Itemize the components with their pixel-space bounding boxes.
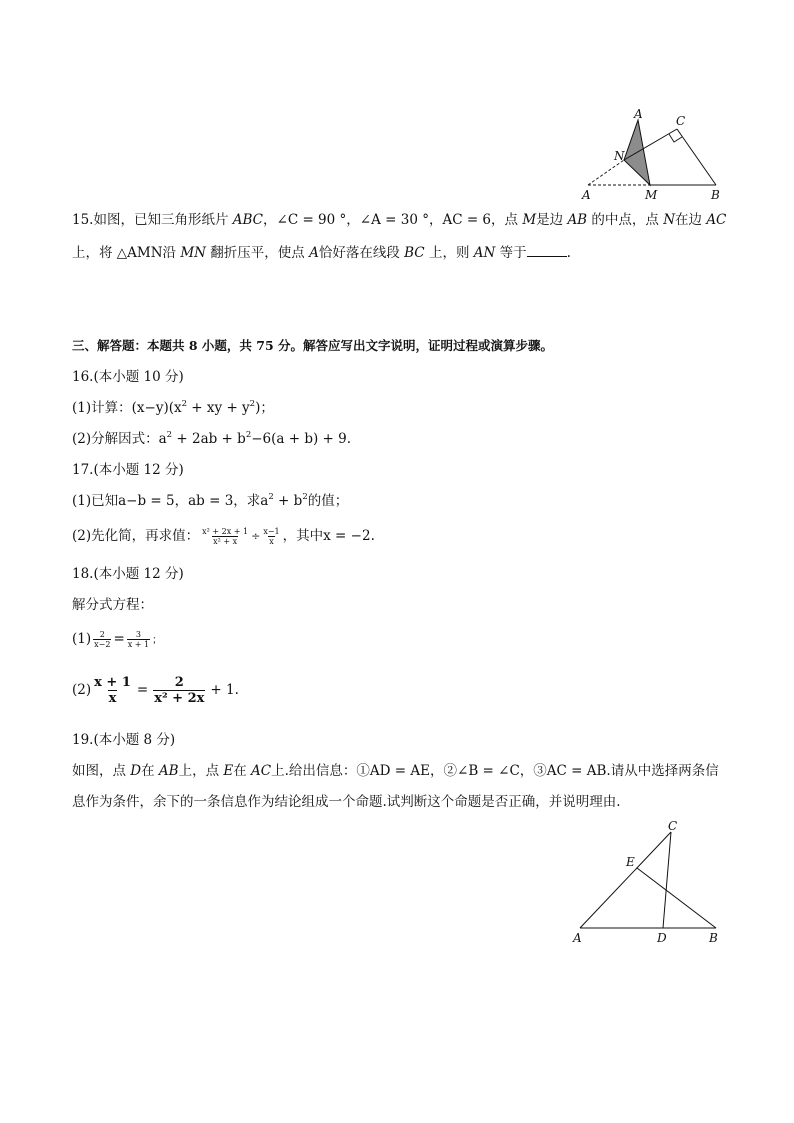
point-label-C: C	[676, 114, 686, 128]
point-label-C: C	[668, 819, 678, 833]
fraction	[93, 630, 111, 649]
point-label-B: B	[711, 188, 720, 202]
q15-text: .	[566, 245, 571, 261]
point-label-A: A	[573, 931, 582, 945]
q16-text: )；	[255, 400, 274, 416]
q19-var: E	[223, 763, 234, 779]
q15-var: ABC	[232, 212, 264, 228]
fraction-denominator: x	[108, 691, 117, 706]
q18-intro: 解分式方程：	[72, 597, 153, 613]
q16-text: + 2ab + b	[172, 431, 246, 447]
segment-CB	[677, 129, 716, 185]
section-3-title: 三、解答题：本题共 8 小题，共 75 分。解答应写出文字说明，证明过程或演算步骤。	[72, 338, 554, 353]
q19-var: AB	[158, 763, 179, 779]
fraction-denominator: x−2	[94, 640, 111, 649]
fraction	[201, 527, 249, 546]
q18-text: ；	[152, 635, 163, 646]
division-sign: ÷	[251, 530, 261, 543]
point-label-D: D	[657, 931, 667, 945]
q18-header: 18.(本小题 12 分)	[72, 566, 184, 582]
exponent: 2	[181, 399, 188, 409]
q16-header: 16.(本小题 10 分)	[72, 369, 184, 385]
q15-text: 的中点，点	[587, 212, 664, 228]
equals-sign: =	[136, 682, 149, 698]
fraction	[153, 675, 205, 706]
figure-q19-triangles	[568, 814, 728, 949]
fraction	[93, 675, 132, 706]
q19-text: 在	[141, 763, 159, 779]
fraction	[127, 630, 150, 649]
q17-text: (1)已知a−b = 5，ab = 3，求a	[72, 493, 269, 509]
q15-var: A	[309, 245, 319, 261]
q17-header: 17.(本小题 12 分)	[72, 462, 184, 478]
fraction	[262, 527, 280, 546]
point-label-E: E	[626, 855, 635, 869]
right-angle-mark	[669, 134, 682, 142]
q19-line-1	[72, 761, 719, 781]
q19-text: 在	[233, 763, 252, 779]
q19-text: 上.给出信息：①AD = AE，②∠B = ∠C，③AC = AB.请从中选择两条信	[271, 763, 719, 779]
q19-text: 如图，点	[72, 763, 131, 779]
q17-text: 的值；	[307, 493, 349, 509]
q16-part-2	[72, 429, 351, 449]
figure-q15-folded-triangle	[576, 104, 726, 204]
exponent: 2	[166, 430, 173, 440]
q15-var: M	[522, 212, 537, 228]
fraction-numerator: x² + 2x + 1	[202, 527, 249, 536]
fraction-numerator: x−1	[263, 527, 280, 536]
q17-part-1	[72, 491, 348, 511]
equals-sign: =	[113, 631, 125, 647]
segment-EB	[637, 868, 716, 928]
q18-text: (1)	[72, 631, 92, 647]
q17-text: + b	[273, 493, 303, 509]
q15-var: AB	[567, 212, 588, 228]
exponent: 2	[245, 430, 252, 440]
q15-text: 上，将 △AMN沿	[72, 245, 181, 261]
q19-var: D	[130, 763, 142, 779]
q19-header: 19.(本小题 8 分)	[72, 732, 176, 748]
q15-text: 是边	[536, 212, 568, 228]
q15-var: BC	[404, 245, 425, 261]
fraction-denominator: x	[269, 537, 274, 546]
fraction-numerator: 3	[135, 630, 141, 639]
q19-line-2: 息作为条件，余下的一条信息作为结论组成一个命题.试判断这个命题是否正确，并说明理由.	[72, 794, 621, 810]
exponent: 2	[249, 399, 256, 409]
q16-text: (2)分解因式：a	[72, 431, 167, 447]
q16-text: + xy + y	[187, 400, 250, 416]
fraction-numerator: x + 1	[94, 675, 131, 690]
q19-text: 上，点	[178, 763, 224, 779]
point-label-A-top: A	[634, 107, 643, 121]
answer-blank[interactable]	[527, 242, 567, 257]
point-label-N: N	[614, 149, 625, 163]
q16-text: (1)计算：(x−y)(x	[72, 400, 182, 416]
exponent: 2	[302, 492, 308, 502]
q17-text: (2)先化简，再求值：	[72, 528, 200, 544]
q15-text: 15.如图，已知三角形纸片	[72, 212, 233, 228]
q15-text: 在边	[675, 212, 707, 228]
q18-part-1	[72, 624, 162, 656]
segment-AC	[580, 832, 671, 928]
q15-var: AN	[473, 245, 496, 261]
point-label-B: B	[709, 931, 718, 945]
q15-text: ，∠C = 90 °，∠A = 30 °，AC = 6，点	[263, 212, 523, 228]
q19-var: AC	[251, 763, 272, 779]
q15-var: MN	[180, 245, 206, 261]
q17-part-2	[72, 521, 375, 552]
segment-CD	[663, 832, 671, 928]
q15-text: 翻折压平，使点	[206, 245, 310, 261]
q18-text: + 1.	[210, 682, 239, 698]
q17-text: ，其中x = −2.	[282, 528, 375, 544]
q15-text: 等于	[495, 245, 527, 261]
exponent: 2	[268, 492, 274, 502]
q15-text: 上，则	[424, 245, 474, 261]
q15-var: N	[663, 212, 676, 228]
fraction-denominator: x² + x	[213, 537, 238, 546]
q16-part-1	[72, 398, 274, 418]
point-label-A-bottom: A	[582, 188, 591, 202]
fraction-numerator: 2	[99, 630, 105, 639]
q18-text: (2)	[72, 682, 92, 698]
q15-text: 恰好落在线段	[318, 245, 405, 261]
point-label-M: M	[645, 188, 658, 202]
fraction-denominator: x² + 2x	[154, 691, 205, 706]
q15-line-2	[72, 242, 571, 263]
q16-text: −6(a + b) + 9.	[251, 431, 352, 447]
fraction-denominator: x + 1	[127, 640, 150, 649]
dashed-line-AN	[588, 160, 624, 185]
q15-var: AC	[706, 212, 727, 228]
q15-line-1	[72, 210, 726, 230]
q18-part-2	[72, 668, 239, 712]
fraction-numerator: 2	[174, 675, 184, 690]
